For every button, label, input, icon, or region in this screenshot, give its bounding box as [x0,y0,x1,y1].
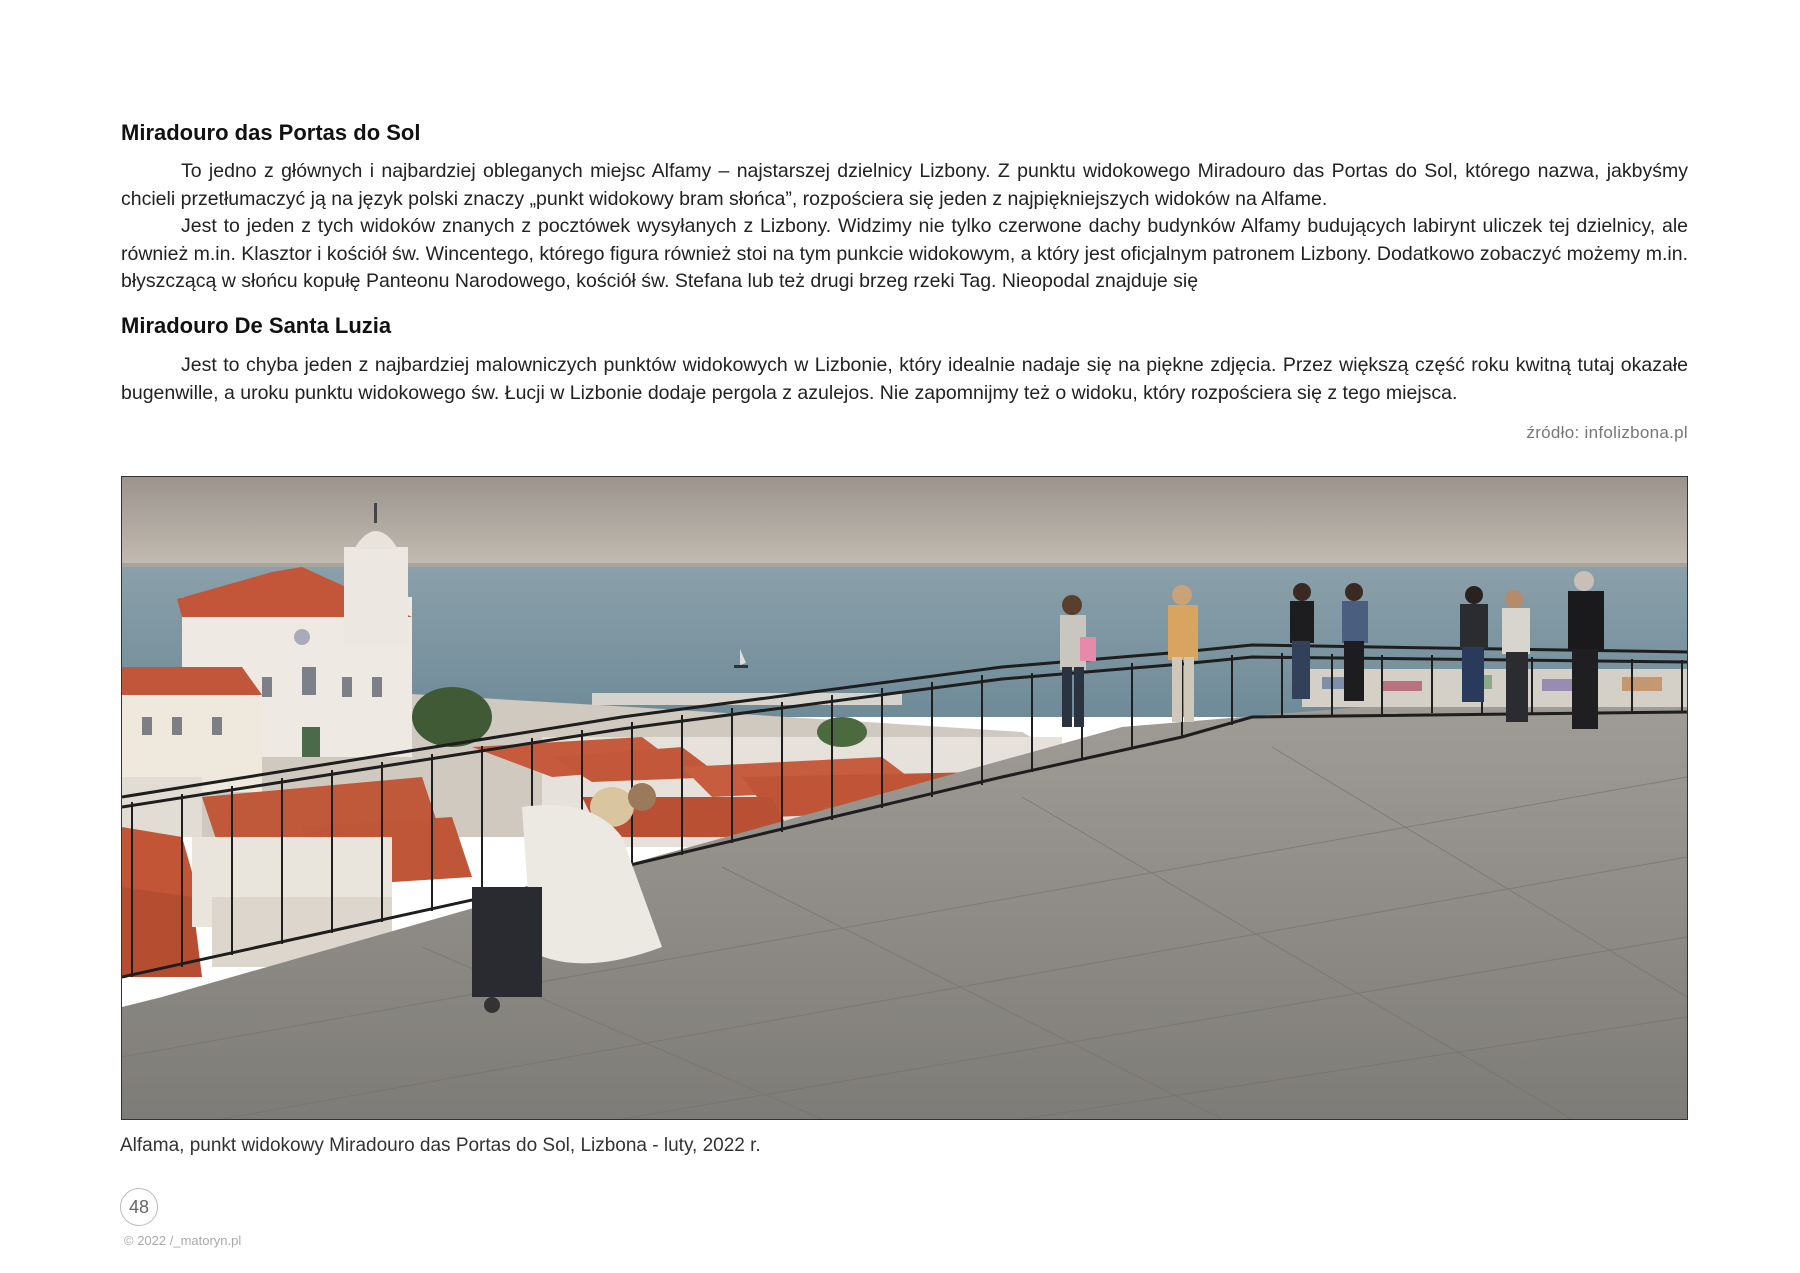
source-credit: źródło: infolizbona.pl [1526,423,1688,442]
page-number: 48 [120,1188,158,1226]
paragraph-portas-views: Jest to jeden z tych widoków znanych z pocztówek wysyłanych z Lizbony. Widzimy nie tylko czerwone dachy budynków Alfamy budujących labirynt uliczek tej dzielnicy, ale również m.in. Klasztor i kościół św. Wincentego, którego figura również stoi na tym punkcie widokowym, a który jest oficjalnym patronem Lizbony. Dodatkowo zobaczyć możemy m.in. błyszczącą w słońcu kopułę Panteonu Narodowego, kościół św. Stefana lub też drugi brzeg rzeki Tag. Nieopodal znajduje się [121,215,1688,292]
copyright: © 2022 /_matoryn.pl [124,1233,242,1248]
viewpoint-photo [121,476,1688,1120]
photo-caption: Alfama, punkt widokowy Miradouro das Portas do Sol, Lizbona - luty, 2022 r. [120,1135,761,1156]
paragraph-santa-luzia: Jest to chyba jeden z najbardziej malowniczych punktów widokowych w Lizbonie, który idealnie nadaje się na piękne zdjęcia. Przez większą część roku kwitną tutaj okazałe bugenwille, a uroku punktu widokowego św. Łucji w Lizbonie dodaje pergola z azulejos. Nie zapomnijmy też o widoku, który rozpościera się z tego miejsca. [121,354,1688,404]
section-title-santa-luzia: Miradouro De Santa Luzia [121,313,392,338]
paragraph-portas-intro: To jedno z głównych i najbardziej obleganych miejsc Alfamy – najstarszej dzielnicy Lizbony. Z punktu widokowego Miradouro das Portas do Sol, którego nazwa, jakbyśmy chcieli przetłumaczyć ją na język polski znaczy „punkt widokowy bram słońca”, rozpościera się jeden z najpiękniejszych widoków na Alfame. [121,160,1688,210]
section-title-portas-do-sol: Miradouro das Portas do Sol [121,120,421,145]
